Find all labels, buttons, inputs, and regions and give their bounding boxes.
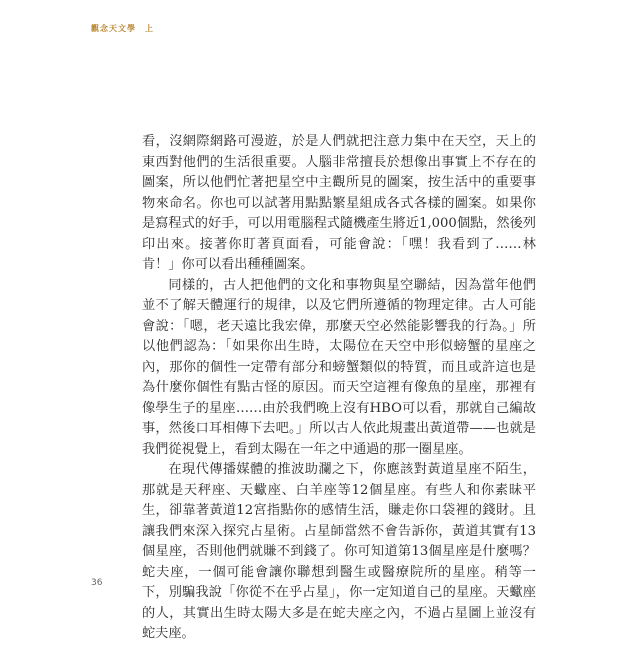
- page-number: 36: [91, 578, 103, 588]
- paragraph: 在現代傳播媒體的推波助瀾之下，你應該對黃道星座不陌生，那就是天秤座、天蠍座、白羊座等12個星座。有些人和你素昧平生，卻靠著黃道12宮指點你的感情生活，賺走你口袋裡的錢財。且讓我們來深入探究占星術。占星師當然不會告訴你，黃道其實有13個星座，否則他們就賺不到錢了。你可知道第13個星座是什麼嗎？蛇夫座，一個可能會讓你聯想到醫生或醫療院所的星座。稍等一下，別騙我說「你從不在乎占星」，你一定知道自己的星座。天蠍座的人，其實出生時太陽大多是在蛇夫座之內，不過占星圖上並沒有蛇夫座。: [142, 462, 536, 641]
- paragraph: 同樣的，古人把他們的文化和事物與星空聯結，因為當年他們並不了解天體運行的規律，以及它們所遵循的物理定律。古人可能會說：「嗯，老天遠比我宏偉，那麼天空必然能影響我的行為。」所以他們認為：「如果你出生時，太陽位在天空中形似螃蟹的星座之內，那你的個性一定帶有部分和螃蟹類似的特質，而且或許這也是為什麼你個性有點古怪的原因。而天空這裡有像魚的星座，那裡有像學生子的星座……由於我們晚上沒有HBO可以看，那就自己編故事，然後口耳相傳下去吧。」所以古人依此規畫出黃道帶——也就是我們從視覺上，看到太陽在一年之中通過的那一圈星座。: [142, 277, 536, 457]
- paragraph-continued: 看，沒網際網路可漫遊，於是人們就把注意力集中在天空，天上的東西對他們的生活很重要。人腦非常擅長於想像出事實上不存在的圖案，所以他們忙著把星空中主觀所見的圖案，按生活中的重要事物來命名。你也可以試著用點點繁星組成各式各樣的圖案。如果你是寫程式的好手，可以用電腦程式隨機產生將近1,000個點，然後列印出來。接著你盯著頁面看，可能會說：「嘿！我看到了……林肯！」你可以看出種種圖案。: [142, 134, 536, 272]
- running-title: 觀念天文學 上: [91, 24, 154, 33]
- body-text: [142, 132, 536, 645]
